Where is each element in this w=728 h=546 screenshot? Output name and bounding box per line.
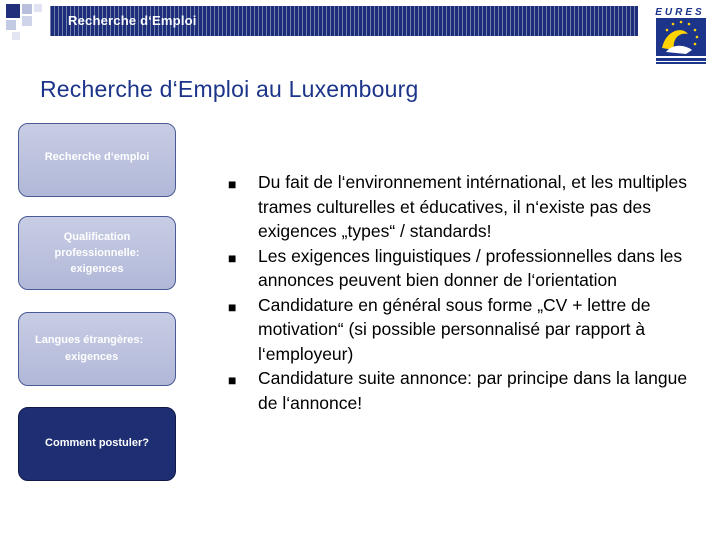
decor-square bbox=[6, 20, 16, 30]
decor-square bbox=[6, 4, 20, 18]
nav-label: exigences bbox=[70, 263, 124, 275]
decor-square bbox=[22, 16, 32, 26]
bullet-text: Candidature suite annonce: par principe dans la langue de l‘annonce! bbox=[258, 368, 688, 413]
nav-qualification[interactable] bbox=[18, 216, 176, 290]
square-bullet-icon: ■ bbox=[228, 372, 237, 388]
nav-label: Langues étrangères: bbox=[35, 334, 144, 346]
header-title: Recherche d‘Emploi bbox=[68, 13, 197, 28]
decor-square bbox=[34, 4, 42, 12]
square-bullet-icon: ■ bbox=[228, 176, 237, 192]
nav-label: Recherche d‘emploi bbox=[44, 151, 150, 163]
nav-comment-postuler[interactable] bbox=[18, 407, 176, 481]
bullet-item bbox=[228, 366, 698, 415]
nav-label: Comment postuler? bbox=[45, 437, 149, 449]
decor-square bbox=[22, 4, 32, 14]
bullet-text: Du fait de l‘environnement intérnational, et les multiples trames culturelles et éducatives, il n‘existe pas des exigences „types“ / standards! bbox=[258, 172, 687, 241]
bullet-item bbox=[228, 244, 698, 293]
nav-label: exigences bbox=[65, 351, 119, 363]
page-title: Recherche d‘Emploi au Luxembourg bbox=[40, 76, 419, 102]
nav-label: professionnelle: bbox=[54, 247, 140, 259]
bullet-text: Les exigences linguistiques / professionnelles dans les annonces peuvent bien donner de l‘orientation bbox=[258, 245, 683, 290]
eures-logo-text: EURES bbox=[655, 7, 705, 18]
bullet-item bbox=[228, 170, 698, 244]
eures-logo bbox=[642, 4, 718, 70]
square-bullet-icon: ■ bbox=[228, 298, 237, 315]
decor-square bbox=[12, 32, 20, 40]
bullet-item bbox=[228, 293, 698, 367]
nav-langues[interactable] bbox=[18, 312, 176, 386]
bullet-list bbox=[228, 170, 698, 415]
square-bullet-icon: ■ bbox=[228, 249, 237, 266]
nav-recherche-emploi[interactable] bbox=[18, 123, 176, 197]
bullet-text: Candidature en général sous forme „CV + lettre de motivation“ (si possible personnalisé par rapport à l‘employeur) bbox=[258, 294, 651, 364]
nav-label: Qualification bbox=[63, 231, 131, 243]
